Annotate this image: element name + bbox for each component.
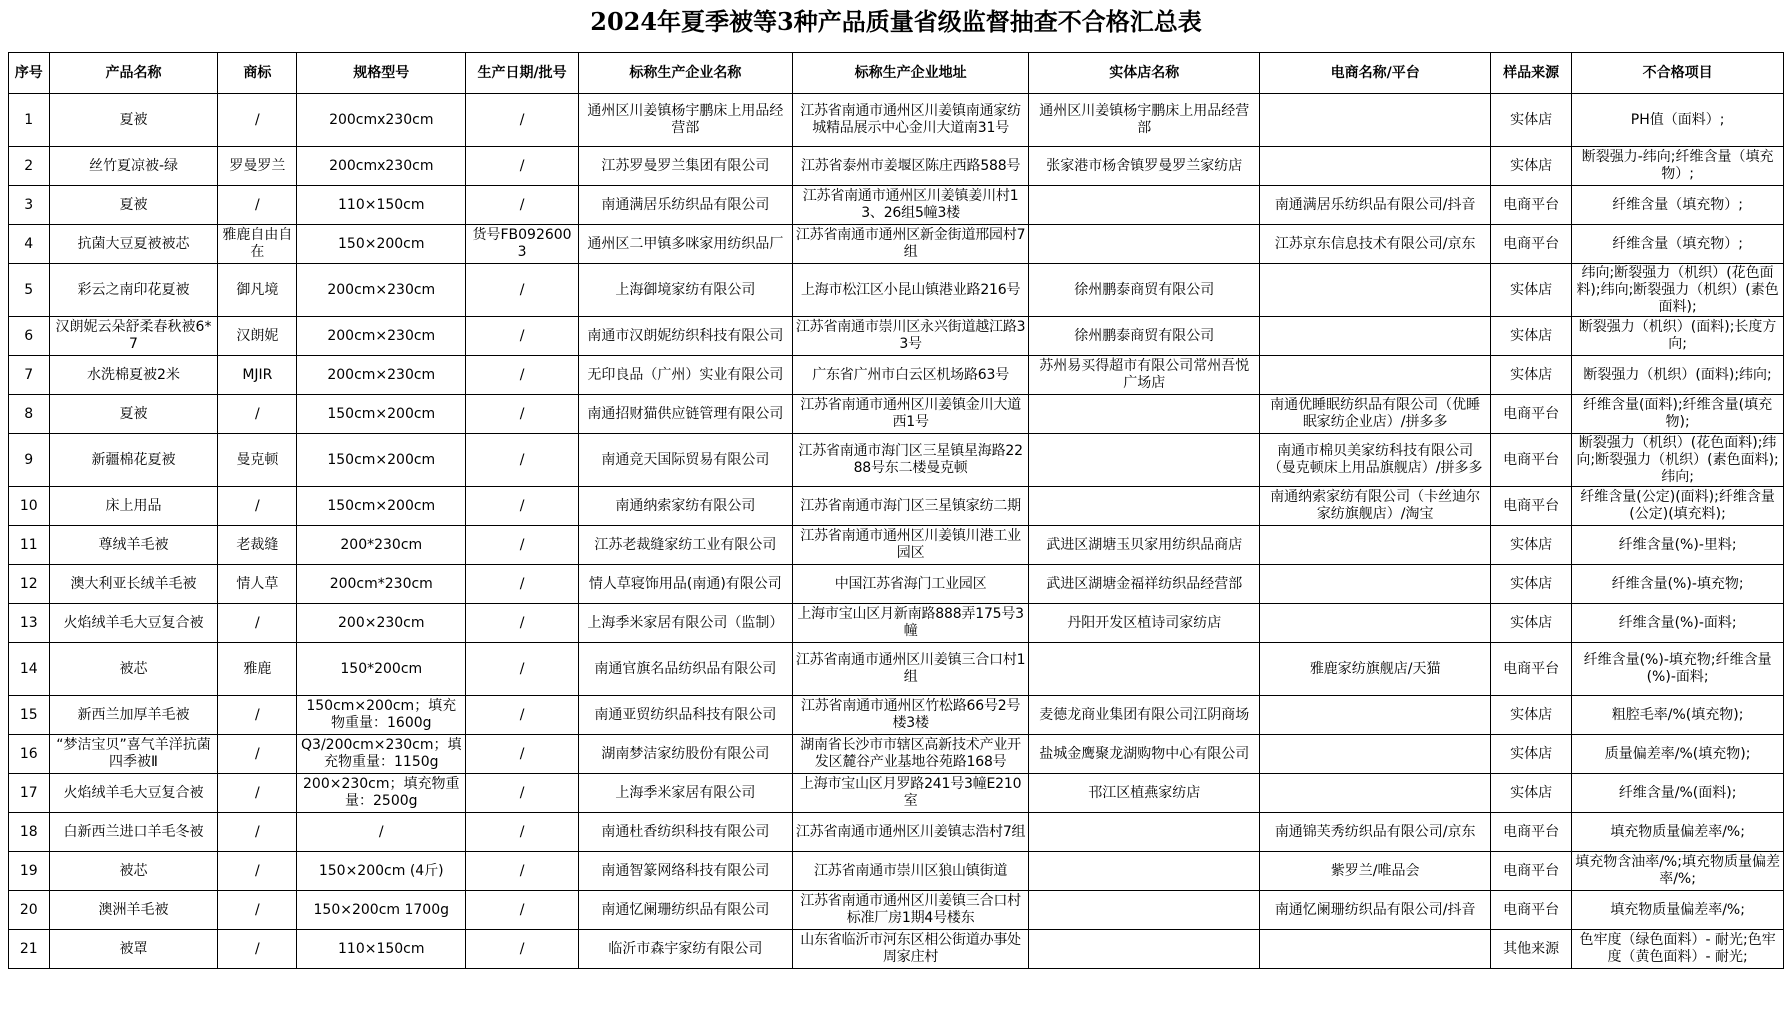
spec-cell: 200cmx230cm bbox=[297, 147, 466, 186]
batch-cell: / bbox=[466, 930, 579, 969]
spec-cell: Q3/200cm×230cm；填充物重量：1150g bbox=[297, 735, 466, 774]
table-row bbox=[9, 487, 1784, 526]
manufacturer-cell: 上海季米家居有限公司（监制） bbox=[578, 604, 792, 643]
store-cell bbox=[1029, 643, 1260, 696]
ecommerce-cell: 南通忆阑珊纺织品有限公司/抖音 bbox=[1260, 891, 1491, 930]
brand-cell: / bbox=[218, 696, 297, 735]
batch-cell: / bbox=[466, 891, 579, 930]
manufacturer-cell: 江苏老裁缝家纺工业有限公司 bbox=[578, 526, 792, 565]
failed-items-cell: 粗腔毛率/%(填充物); bbox=[1572, 696, 1784, 735]
source-cell: 实体店 bbox=[1491, 356, 1572, 395]
product-name-cell: 白新西兰进口羊毛冬被 bbox=[49, 813, 218, 852]
address-cell: 中国江苏省海门工业园区 bbox=[792, 565, 1029, 604]
product-name-cell: 彩云之南印花夏被 bbox=[49, 264, 218, 317]
brand-cell: / bbox=[218, 930, 297, 969]
batch-cell: / bbox=[466, 774, 579, 813]
manufacturer-cell: 无印良品（广州）实业有限公司 bbox=[578, 356, 792, 395]
index-cell: 14 bbox=[9, 643, 50, 696]
index-cell: 18 bbox=[9, 813, 50, 852]
index-cell: 5 bbox=[9, 264, 50, 317]
source-cell: 实体店 bbox=[1491, 565, 1572, 604]
ecommerce-cell: 紫罗兰/唯品会 bbox=[1260, 852, 1491, 891]
brand-cell: / bbox=[218, 891, 297, 930]
product-name-cell: 夏被 bbox=[49, 395, 218, 434]
source-cell: 实体店 bbox=[1491, 526, 1572, 565]
product-name-cell: 被芯 bbox=[49, 643, 218, 696]
manufacturer-cell: 通州区二甲镇多咪家用纺织品厂 bbox=[578, 225, 792, 264]
col-header-source: 样品来源 bbox=[1491, 53, 1572, 94]
store-cell: 通州区川姜镇杨宇鹏床上用品经营部 bbox=[1029, 94, 1260, 147]
source-cell: 电商平台 bbox=[1491, 852, 1572, 891]
address-cell: 江苏省南通市通州区川姜镇三合口村标准厂房1期4号楼东 bbox=[792, 891, 1029, 930]
ecommerce-cell: 南通纳索家纺有限公司（卡丝迪尔家纺旗舰店）/淘宝 bbox=[1260, 487, 1491, 526]
header-row bbox=[9, 53, 1784, 94]
ecommerce-cell bbox=[1260, 526, 1491, 565]
manufacturer-cell: 南通智篆网络科技有限公司 bbox=[578, 852, 792, 891]
table-row bbox=[9, 643, 1784, 696]
index-cell: 8 bbox=[9, 395, 50, 434]
failed-items-cell: 纤维含量/%(面料); bbox=[1572, 774, 1784, 813]
manufacturer-cell: 临沂市森宇家纺有限公司 bbox=[578, 930, 792, 969]
store-cell: 邗江区植燕家纺店 bbox=[1029, 774, 1260, 813]
product-name-cell: 夏被 bbox=[49, 186, 218, 225]
spec-cell: 150×200cm (4斤) bbox=[297, 852, 466, 891]
address-cell: 湖南省长沙市市辖区高新技术产业开发区麓谷产业基地谷苑路168号 bbox=[792, 735, 1029, 774]
store-cell bbox=[1029, 434, 1260, 487]
brand-cell: / bbox=[218, 395, 297, 434]
product-name-cell: 火焰绒羊毛大豆复合被 bbox=[49, 604, 218, 643]
brand-cell: 雅鹿自由自在 bbox=[218, 225, 297, 264]
batch-cell: / bbox=[466, 317, 579, 356]
product-name-cell: “梦洁宝贝”喜气羊洋抗菌四季被Ⅱ bbox=[49, 735, 218, 774]
product-name-cell: 被芯 bbox=[49, 852, 218, 891]
col-header-failed-items: 不合格项目 bbox=[1572, 53, 1784, 94]
product-name-cell: 床上用品 bbox=[49, 487, 218, 526]
source-cell: 电商平台 bbox=[1491, 813, 1572, 852]
address-cell: 江苏省南通市通州区川姜镇金川大道西1号 bbox=[792, 395, 1029, 434]
table-row bbox=[9, 565, 1784, 604]
ecommerce-cell: 江苏京东信息技术有限公司/京东 bbox=[1260, 225, 1491, 264]
brand-cell: / bbox=[218, 604, 297, 643]
col-header-index: 序号 bbox=[9, 53, 50, 94]
manufacturer-cell: 南通忆阑珊纺织品有限公司 bbox=[578, 891, 792, 930]
ecommerce-cell bbox=[1260, 565, 1491, 604]
failed-items-cell: 填充物质量偏差率/%; bbox=[1572, 891, 1784, 930]
batch-cell: / bbox=[466, 395, 579, 434]
brand-cell: 御凡境 bbox=[218, 264, 297, 317]
store-cell bbox=[1029, 852, 1260, 891]
source-cell: 电商平台 bbox=[1491, 434, 1572, 487]
ecommerce-cell bbox=[1260, 147, 1491, 186]
brand-cell: 罗曼罗兰 bbox=[218, 147, 297, 186]
summary-table bbox=[8, 52, 1784, 969]
store-cell bbox=[1029, 186, 1260, 225]
brand-cell: / bbox=[218, 813, 297, 852]
store-cell: 苏州易买得超市有限公司常州吾悦广场店 bbox=[1029, 356, 1260, 395]
spec-cell: 150cm×200cm bbox=[297, 395, 466, 434]
index-cell: 1 bbox=[9, 94, 50, 147]
table-row bbox=[9, 356, 1784, 395]
index-cell: 9 bbox=[9, 434, 50, 487]
source-cell: 实体店 bbox=[1491, 774, 1572, 813]
address-cell: 江苏省南通市崇川区永兴街道越江路33号 bbox=[792, 317, 1029, 356]
address-cell: 江苏省南通市崇川区狼山镇街道 bbox=[792, 852, 1029, 891]
spec-cell: 150×200cm 1700g bbox=[297, 891, 466, 930]
source-cell: 实体店 bbox=[1491, 735, 1572, 774]
source-cell: 实体店 bbox=[1491, 94, 1572, 147]
table-row bbox=[9, 434, 1784, 487]
manufacturer-cell: 南通满居乐纺织品有限公司 bbox=[578, 186, 792, 225]
source-cell: 实体店 bbox=[1491, 604, 1572, 643]
index-cell: 11 bbox=[9, 526, 50, 565]
ecommerce-cell: 南通优睡眠纺织品有限公司（优睡眠家纺企业店）/拼多多 bbox=[1260, 395, 1491, 434]
manufacturer-cell: 南通纳索家纺有限公司 bbox=[578, 487, 792, 526]
product-name-cell: 澳大利亚长绒羊毛被 bbox=[49, 565, 218, 604]
brand-cell: / bbox=[218, 487, 297, 526]
product-name-cell: 水洗棉夏被2米 bbox=[49, 356, 218, 395]
failed-items-cell: 纤维含量（填充物）; bbox=[1572, 186, 1784, 225]
store-cell bbox=[1029, 487, 1260, 526]
index-cell: 15 bbox=[9, 696, 50, 735]
source-cell: 电商平台 bbox=[1491, 395, 1572, 434]
spec-cell: 200cm*230cm bbox=[297, 565, 466, 604]
product-name-cell: 澳洲羊毛被 bbox=[49, 891, 218, 930]
spec-cell: 200*230cm bbox=[297, 526, 466, 565]
store-cell: 武进区湖塘玉贝家用纺织品商店 bbox=[1029, 526, 1260, 565]
batch-cell: / bbox=[466, 434, 579, 487]
col-header-ecommerce: 电商名称/平台 bbox=[1260, 53, 1491, 94]
product-name-cell: 被罩 bbox=[49, 930, 218, 969]
failed-items-cell: 纤维含量(%)-填充物; bbox=[1572, 565, 1784, 604]
table-row bbox=[9, 696, 1784, 735]
address-cell: 江苏省南通市通州区川姜镇志浩村7组 bbox=[792, 813, 1029, 852]
spec-cell: 150cm×200cm bbox=[297, 434, 466, 487]
store-cell bbox=[1029, 891, 1260, 930]
batch-cell: / bbox=[466, 643, 579, 696]
product-name-cell: 新西兰加厚羊毛被 bbox=[49, 696, 218, 735]
address-cell: 江苏省南通市海门区三星镇星海路2288号东二楼曼克顿 bbox=[792, 434, 1029, 487]
batch-cell: / bbox=[466, 852, 579, 891]
ecommerce-cell bbox=[1260, 735, 1491, 774]
address-cell: 上海市宝山区月罗路241号3幢E210室 bbox=[792, 774, 1029, 813]
failed-items-cell: 断裂强力（机织）(花色面料);纬向;断裂强力（机织）(素色面料);纬向; bbox=[1572, 434, 1784, 487]
table-row bbox=[9, 395, 1784, 434]
batch-cell: / bbox=[466, 604, 579, 643]
store-cell: 丹阳开发区植诗司家纺店 bbox=[1029, 604, 1260, 643]
failed-items-cell: 断裂强力-纬向;纤维含量（填充物）; bbox=[1572, 147, 1784, 186]
batch-cell: / bbox=[466, 264, 579, 317]
ecommerce-cell: 雅鹿家纺旗舰店/天猫 bbox=[1260, 643, 1491, 696]
brand-cell: / bbox=[218, 852, 297, 891]
spec-cell: 150*200cm bbox=[297, 643, 466, 696]
store-cell: 武进区湖塘金福祥纺织品经营部 bbox=[1029, 565, 1260, 604]
manufacturer-cell: 南通招财猫供应链管理有限公司 bbox=[578, 395, 792, 434]
failed-items-cell: 断裂强力（机织）(面料);纬向; bbox=[1572, 356, 1784, 395]
manufacturer-cell: 通州区川姜镇杨宇鹏床上用品经营部 bbox=[578, 94, 792, 147]
batch-cell: / bbox=[466, 356, 579, 395]
failed-items-cell: PH值（面料）; bbox=[1572, 94, 1784, 147]
index-cell: 12 bbox=[9, 565, 50, 604]
index-cell: 16 bbox=[9, 735, 50, 774]
batch-cell: / bbox=[466, 147, 579, 186]
spec-cell: 200cm×230cm bbox=[297, 356, 466, 395]
source-cell: 实体店 bbox=[1491, 317, 1572, 356]
product-name-cell: 新疆棉花夏被 bbox=[49, 434, 218, 487]
brand-cell: / bbox=[218, 774, 297, 813]
manufacturer-cell: 南通杜香纺织科技有限公司 bbox=[578, 813, 792, 852]
failed-items-cell: 填充物质量偏差率/%; bbox=[1572, 813, 1784, 852]
col-header-spec: 规格型号 bbox=[297, 53, 466, 94]
address-cell: 江苏省南通市通州区川姜镇姜川村13、26组5幢3楼 bbox=[792, 186, 1029, 225]
failed-items-cell: 质量偏差率/%(填充物); bbox=[1572, 735, 1784, 774]
spec-cell: 200cm×230cm bbox=[297, 264, 466, 317]
index-cell: 2 bbox=[9, 147, 50, 186]
spec-cell: / bbox=[297, 813, 466, 852]
table-row bbox=[9, 604, 1784, 643]
batch-cell: / bbox=[466, 186, 579, 225]
store-cell bbox=[1029, 813, 1260, 852]
failed-items-cell: 纬向;断裂强力（机织）(花色面料);纬向;断裂强力（机织）(素色面料); bbox=[1572, 264, 1784, 317]
index-cell: 19 bbox=[9, 852, 50, 891]
spec-cell: 150cm×200cm；填充物重量：1600g bbox=[297, 696, 466, 735]
manufacturer-cell: 情人草寝饰用品(南通)有限公司 bbox=[578, 565, 792, 604]
brand-cell: 情人草 bbox=[218, 565, 297, 604]
manufacturer-cell: 南通官旗名品纺织品有限公司 bbox=[578, 643, 792, 696]
col-header-brand: 商标 bbox=[218, 53, 297, 94]
index-cell: 13 bbox=[9, 604, 50, 643]
source-cell: 其他来源 bbox=[1491, 930, 1572, 969]
table-row bbox=[9, 891, 1784, 930]
address-cell: 江苏省南通市通州区竹松路66号2号楼3楼 bbox=[792, 696, 1029, 735]
brand-cell: 汉朗妮 bbox=[218, 317, 297, 356]
batch-cell: / bbox=[466, 526, 579, 565]
spec-cell: 150cm×200cm bbox=[297, 487, 466, 526]
source-cell: 实体店 bbox=[1491, 147, 1572, 186]
table-row bbox=[9, 774, 1784, 813]
source-cell: 实体店 bbox=[1491, 696, 1572, 735]
ecommerce-cell bbox=[1260, 774, 1491, 813]
failed-items-cell: 纤维含量(%)-里料; bbox=[1572, 526, 1784, 565]
ecommerce-cell bbox=[1260, 356, 1491, 395]
address-cell: 上海市宝山区月新南路888弄175号3幢 bbox=[792, 604, 1029, 643]
col-header-batch: 生产日期/批号 bbox=[466, 53, 579, 94]
address-cell: 江苏省南通市通州区川姜镇三合口村1组 bbox=[792, 643, 1029, 696]
address-cell: 江苏省南通市通州区川姜镇南通家纺城精品展示中心金川大道南31号 bbox=[792, 94, 1029, 147]
ecommerce-cell bbox=[1260, 94, 1491, 147]
address-cell: 江苏省南通市通州区新金街道邢园村7组 bbox=[792, 225, 1029, 264]
ecommerce-cell bbox=[1260, 696, 1491, 735]
failed-items-cell: 色牢度（绿色面料）- 耐光;色牢度（黄色面料）- 耐光; bbox=[1572, 930, 1784, 969]
product-name-cell: 抗菌大豆夏被被芯 bbox=[49, 225, 218, 264]
spec-cell: 200×230cm；填充物重量：2500g bbox=[297, 774, 466, 813]
brand-cell: 曼克顿 bbox=[218, 434, 297, 487]
manufacturer-cell: 南通市汉朗妮纺织科技有限公司 bbox=[578, 317, 792, 356]
store-cell: 徐州鹏泰商贸有限公司 bbox=[1029, 317, 1260, 356]
address-cell: 山东省临沂市河东区相公街道办事处周家庄村 bbox=[792, 930, 1029, 969]
product-name-cell: 丝竹夏凉被-绿 bbox=[49, 147, 218, 186]
index-cell: 21 bbox=[9, 930, 50, 969]
product-name-cell: 夏被 bbox=[49, 94, 218, 147]
index-cell: 6 bbox=[9, 317, 50, 356]
ecommerce-cell: 南通市棉贝美家纺科技有限公司（曼克顿床上用品旗舰店）/拼多多 bbox=[1260, 434, 1491, 487]
batch-cell: / bbox=[466, 487, 579, 526]
store-cell bbox=[1029, 395, 1260, 434]
address-cell: 上海市松江区小昆山镇港业路216号 bbox=[792, 264, 1029, 317]
page-title: 2024年夏季被等3种产品质量省级监督抽查不合格汇总表 bbox=[590, 7, 1202, 36]
table-row bbox=[9, 186, 1784, 225]
failed-items-cell: 填充物含油率/%;填充物质量偏差率/%; bbox=[1572, 852, 1784, 891]
product-name-cell: 尊绒羊毛被 bbox=[49, 526, 218, 565]
batch-cell: 货号FB0926003 bbox=[466, 225, 579, 264]
manufacturer-cell: 南通竞天国际贸易有限公司 bbox=[578, 434, 792, 487]
product-name-cell: 火焰绒羊毛大豆复合被 bbox=[49, 774, 218, 813]
spec-cell: 110×150cm bbox=[297, 930, 466, 969]
failed-items-cell: 纤维含量（填充物）; bbox=[1572, 225, 1784, 264]
batch-cell: / bbox=[466, 735, 579, 774]
store-cell: 张家港市杨舍镇罗曼罗兰家纺店 bbox=[1029, 147, 1260, 186]
col-header-store: 实体店名称 bbox=[1029, 53, 1260, 94]
source-cell: 电商平台 bbox=[1491, 186, 1572, 225]
col-header-address: 标称生产企业地址 bbox=[792, 53, 1029, 94]
manufacturer-cell: 上海季米家居有限公司 bbox=[578, 774, 792, 813]
failed-items-cell: 纤维含量(%)-面料; bbox=[1572, 604, 1784, 643]
brand-cell: / bbox=[218, 186, 297, 225]
col-header-product: 产品名称 bbox=[49, 53, 218, 94]
brand-cell: MJIR bbox=[218, 356, 297, 395]
failed-items-cell: 纤维含量(%)-填充物;纤维含量(%)-面料; bbox=[1572, 643, 1784, 696]
table-row bbox=[9, 930, 1784, 969]
index-cell: 7 bbox=[9, 356, 50, 395]
address-cell: 广东省广州市白云区机场路63号 bbox=[792, 356, 1029, 395]
table-row bbox=[9, 317, 1784, 356]
source-cell: 电商平台 bbox=[1491, 225, 1572, 264]
store-cell: 盐城金鹰聚龙湖购物中心有限公司 bbox=[1029, 735, 1260, 774]
table-row bbox=[9, 147, 1784, 186]
ecommerce-cell: 南通锦芙秀纺织品有限公司/京东 bbox=[1260, 813, 1491, 852]
store-cell: 麦德龙商业集团有限公司江阴商场 bbox=[1029, 696, 1260, 735]
manufacturer-cell: 南通亚贸纺织品科技有限公司 bbox=[578, 696, 792, 735]
store-cell: 徐州鹏泰商贸有限公司 bbox=[1029, 264, 1260, 317]
batch-cell: / bbox=[466, 696, 579, 735]
failed-items-cell: 断裂强力（机织）(面料);长度方向; bbox=[1572, 317, 1784, 356]
store-cell bbox=[1029, 225, 1260, 264]
product-name-cell: 汉朗妮云朵舒柔春秋被6*7 bbox=[49, 317, 218, 356]
batch-cell: / bbox=[466, 94, 579, 147]
ecommerce-cell bbox=[1260, 264, 1491, 317]
spec-cell: 200×230cm bbox=[297, 604, 466, 643]
batch-cell: / bbox=[466, 813, 579, 852]
table-row bbox=[9, 735, 1784, 774]
address-cell: 江苏省南通市通州区川姜镇川港工业园区 bbox=[792, 526, 1029, 565]
source-cell: 电商平台 bbox=[1491, 643, 1572, 696]
brand-cell: / bbox=[218, 735, 297, 774]
spec-cell: 200cm×230cm bbox=[297, 317, 466, 356]
brand-cell: 老裁缝 bbox=[218, 526, 297, 565]
summary-table-wrapper bbox=[8, 52, 1784, 969]
table-body bbox=[9, 94, 1784, 969]
index-cell: 4 bbox=[9, 225, 50, 264]
store-cell bbox=[1029, 930, 1260, 969]
failed-items-cell: 纤维含量(公定)(面料);纤维含量(公定)(填充料); bbox=[1572, 487, 1784, 526]
table-row bbox=[9, 225, 1784, 264]
source-cell: 实体店 bbox=[1491, 264, 1572, 317]
index-cell: 10 bbox=[9, 487, 50, 526]
manufacturer-cell: 上海御境家纺有限公司 bbox=[578, 264, 792, 317]
table-row bbox=[9, 852, 1784, 891]
failed-items-cell: 纤维含量(面料);纤维含量(填充物); bbox=[1572, 395, 1784, 434]
source-cell: 电商平台 bbox=[1491, 487, 1572, 526]
index-cell: 3 bbox=[9, 186, 50, 225]
spec-cell: 200cmx230cm bbox=[297, 94, 466, 147]
col-header-manufacturer: 标称生产企业名称 bbox=[578, 53, 792, 94]
ecommerce-cell bbox=[1260, 317, 1491, 356]
address-cell: 江苏省南通市海门区三星镇家纺二期 bbox=[792, 487, 1029, 526]
spec-cell: 150×200cm bbox=[297, 225, 466, 264]
brand-cell: 雅鹿 bbox=[218, 643, 297, 696]
batch-cell: / bbox=[466, 565, 579, 604]
index-cell: 20 bbox=[9, 891, 50, 930]
ecommerce-cell bbox=[1260, 604, 1491, 643]
spec-cell: 110×150cm bbox=[297, 186, 466, 225]
ecommerce-cell bbox=[1260, 930, 1491, 969]
table-row bbox=[9, 813, 1784, 852]
source-cell: 电商平台 bbox=[1491, 891, 1572, 930]
manufacturer-cell: 湖南梦洁家纺股份有限公司 bbox=[578, 735, 792, 774]
table-row bbox=[9, 526, 1784, 565]
index-cell: 17 bbox=[9, 774, 50, 813]
manufacturer-cell: 江苏罗曼罗兰集团有限公司 bbox=[578, 147, 792, 186]
brand-cell: / bbox=[218, 94, 297, 147]
address-cell: 江苏省泰州市姜堰区陈庄西路588号 bbox=[792, 147, 1029, 186]
table-row bbox=[9, 264, 1784, 317]
table-row bbox=[9, 94, 1784, 147]
ecommerce-cell: 南通满居乐纺织品有限公司/抖音 bbox=[1260, 186, 1491, 225]
